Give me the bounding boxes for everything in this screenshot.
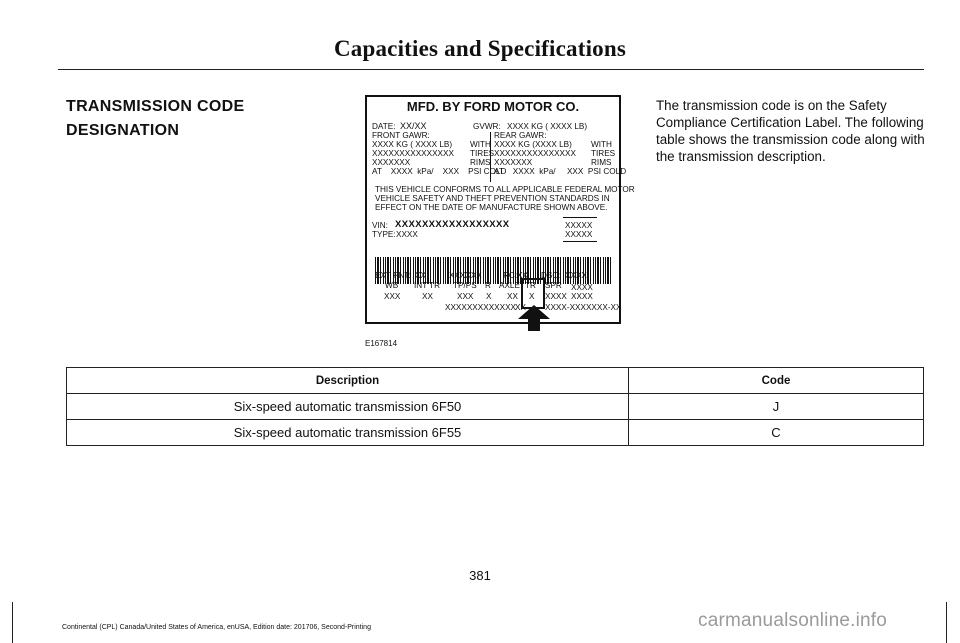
label-ext-pnt: EXT PNT: bbox=[375, 271, 411, 280]
header-divider bbox=[58, 69, 924, 70]
label-int-tr-value: XX bbox=[422, 292, 433, 301]
label-r: R bbox=[485, 281, 491, 290]
label-tr: TR bbox=[525, 281, 536, 290]
intro-paragraph: The transmission code is on the Safety Compliance Certification Label. The following table shows the transmission code along with the transmission description. bbox=[656, 98, 925, 164]
label-type: TYPE: bbox=[372, 230, 396, 239]
label-front-x7: XXXXXXX bbox=[372, 158, 411, 167]
label-vin: VIN: bbox=[372, 221, 388, 230]
table-cell-description: Six-speed automatic transmission 6F50 bbox=[67, 394, 629, 420]
label-rear-with: WITH bbox=[591, 140, 612, 149]
label-conform-line2: VEHICLE SAFETY AND THEFT PREVENTION STANDARDS IN bbox=[375, 194, 610, 203]
label-tp-ps: TP/PS bbox=[453, 281, 477, 290]
table-header-row bbox=[67, 368, 924, 394]
label-r-value: X bbox=[486, 292, 492, 301]
label-front-gawr: FRONT GAWR: bbox=[372, 131, 430, 140]
label-front-pressure: AT XXXX kPa/ XXX PSI COLD bbox=[372, 167, 507, 176]
table-cell-code: J bbox=[629, 394, 924, 420]
label-mfd-title: MFD. BY FORD MOTOR CO. bbox=[406, 99, 580, 114]
label-rear-tires: TIRES bbox=[591, 149, 616, 158]
label-wb: WB bbox=[385, 281, 399, 290]
label-wb-value: XXX bbox=[384, 292, 401, 301]
table-row bbox=[67, 394, 924, 420]
certification-label-figure bbox=[365, 95, 635, 324]
label-front-tires: TIRES bbox=[470, 149, 495, 158]
page-header-title: Capacities and Specifications bbox=[333, 36, 627, 61]
label-rc: RC: bbox=[503, 271, 518, 280]
label-bottom-mid: XX bbox=[515, 303, 526, 312]
label-box-rule-top bbox=[563, 217, 597, 218]
label-spr: SPR bbox=[545, 281, 562, 290]
label-box-bottom: XXXXX bbox=[565, 230, 593, 239]
transmission-code-table bbox=[66, 367, 924, 446]
label-front-rims: RIMS bbox=[470, 158, 491, 167]
label-bottom-left: XXXXXXXXXXXXX bbox=[445, 303, 516, 312]
label-axle: AXLE bbox=[499, 281, 520, 290]
label-front-with: WITH bbox=[470, 140, 491, 149]
table-cell-description: Six-speed automatic transmission 6F55 bbox=[67, 420, 629, 446]
arrow-up-icon bbox=[518, 305, 550, 331]
label-rc-value: XX bbox=[517, 271, 528, 280]
label-rear-kg: XXXX KG (XXXX LB) bbox=[494, 140, 572, 149]
label-bottom-right: XXXX-XXXXXXX-XX bbox=[545, 303, 622, 312]
table-cell-code: C bbox=[629, 420, 924, 446]
label-box-top: XXXXX bbox=[565, 221, 593, 230]
label-tr-value: X bbox=[529, 292, 535, 301]
table-row bbox=[67, 420, 924, 446]
label-spr-value: XXXX bbox=[571, 283, 593, 292]
label-type-value: XXXX bbox=[396, 230, 418, 239]
page-corner-left bbox=[12, 602, 13, 643]
label-front-x15: XXXXXXXXXXXXXXX bbox=[372, 149, 454, 158]
label-gvwr-value: XXXX KG ( XXXX LB) bbox=[507, 122, 588, 131]
section-heading-line1: TRANSMISSION CODE bbox=[66, 98, 245, 115]
page-corner-right bbox=[946, 602, 947, 643]
label-vin-value: XXXXXXXXXXXXXXXXX bbox=[395, 219, 510, 230]
label-tp-ps-value: XXX bbox=[457, 292, 474, 301]
watermark-text: carmanualsonline.info bbox=[698, 610, 888, 631]
label-spr-value2: XXXX bbox=[545, 292, 567, 301]
label-date-value: XX/XX bbox=[400, 121, 427, 131]
label-dso: DSO: bbox=[541, 271, 562, 280]
label-rear-x7: XXXXXXX bbox=[494, 158, 533, 167]
label-rear-rims: RIMS bbox=[591, 158, 612, 167]
section-heading-line2: DESIGNATION bbox=[66, 122, 180, 139]
label-axle-value: XX bbox=[507, 292, 518, 301]
label-ext-value: XX bbox=[415, 271, 426, 280]
label-rear-pressure: AT XXXX kPa/ XXX PSI COLD bbox=[494, 167, 627, 176]
label-date: DATE: bbox=[372, 122, 396, 131]
table-header-description: Description bbox=[67, 368, 629, 394]
page-footer: Continental (CPL) Canada/United States of America, enUSA, Edition date: 201706, Second-Printing bbox=[62, 624, 371, 631]
figure-caption: E167814 bbox=[365, 339, 398, 348]
table-header-code: Code bbox=[629, 368, 924, 394]
label-conform-line3: EFFECT ON THE DATE OF MANUFACTURE SHOWN ABOVE. bbox=[375, 203, 608, 212]
label-rear-gawr: REAR GAWR: bbox=[494, 131, 547, 140]
label-last-value: XXXX bbox=[571, 292, 593, 301]
label-dso-value: XXXX bbox=[565, 271, 587, 280]
page-number: 381 bbox=[469, 568, 491, 583]
label-rear-x15: XXXXXXXXXXXXXXX bbox=[494, 149, 576, 158]
label-front-kg: XXXX KG ( XXXX LB) bbox=[372, 140, 453, 149]
label-box-rule-bottom bbox=[563, 241, 597, 242]
label-conform-line1: THIS VEHICLE CONFORMS TO ALL APPLICABLE FEDERAL MOTOR bbox=[375, 185, 635, 194]
label-int-tr: INT TR bbox=[414, 281, 441, 290]
label-gvwr: GVWR: bbox=[473, 122, 501, 131]
label-ext-value2: XXXXXX bbox=[449, 271, 482, 280]
